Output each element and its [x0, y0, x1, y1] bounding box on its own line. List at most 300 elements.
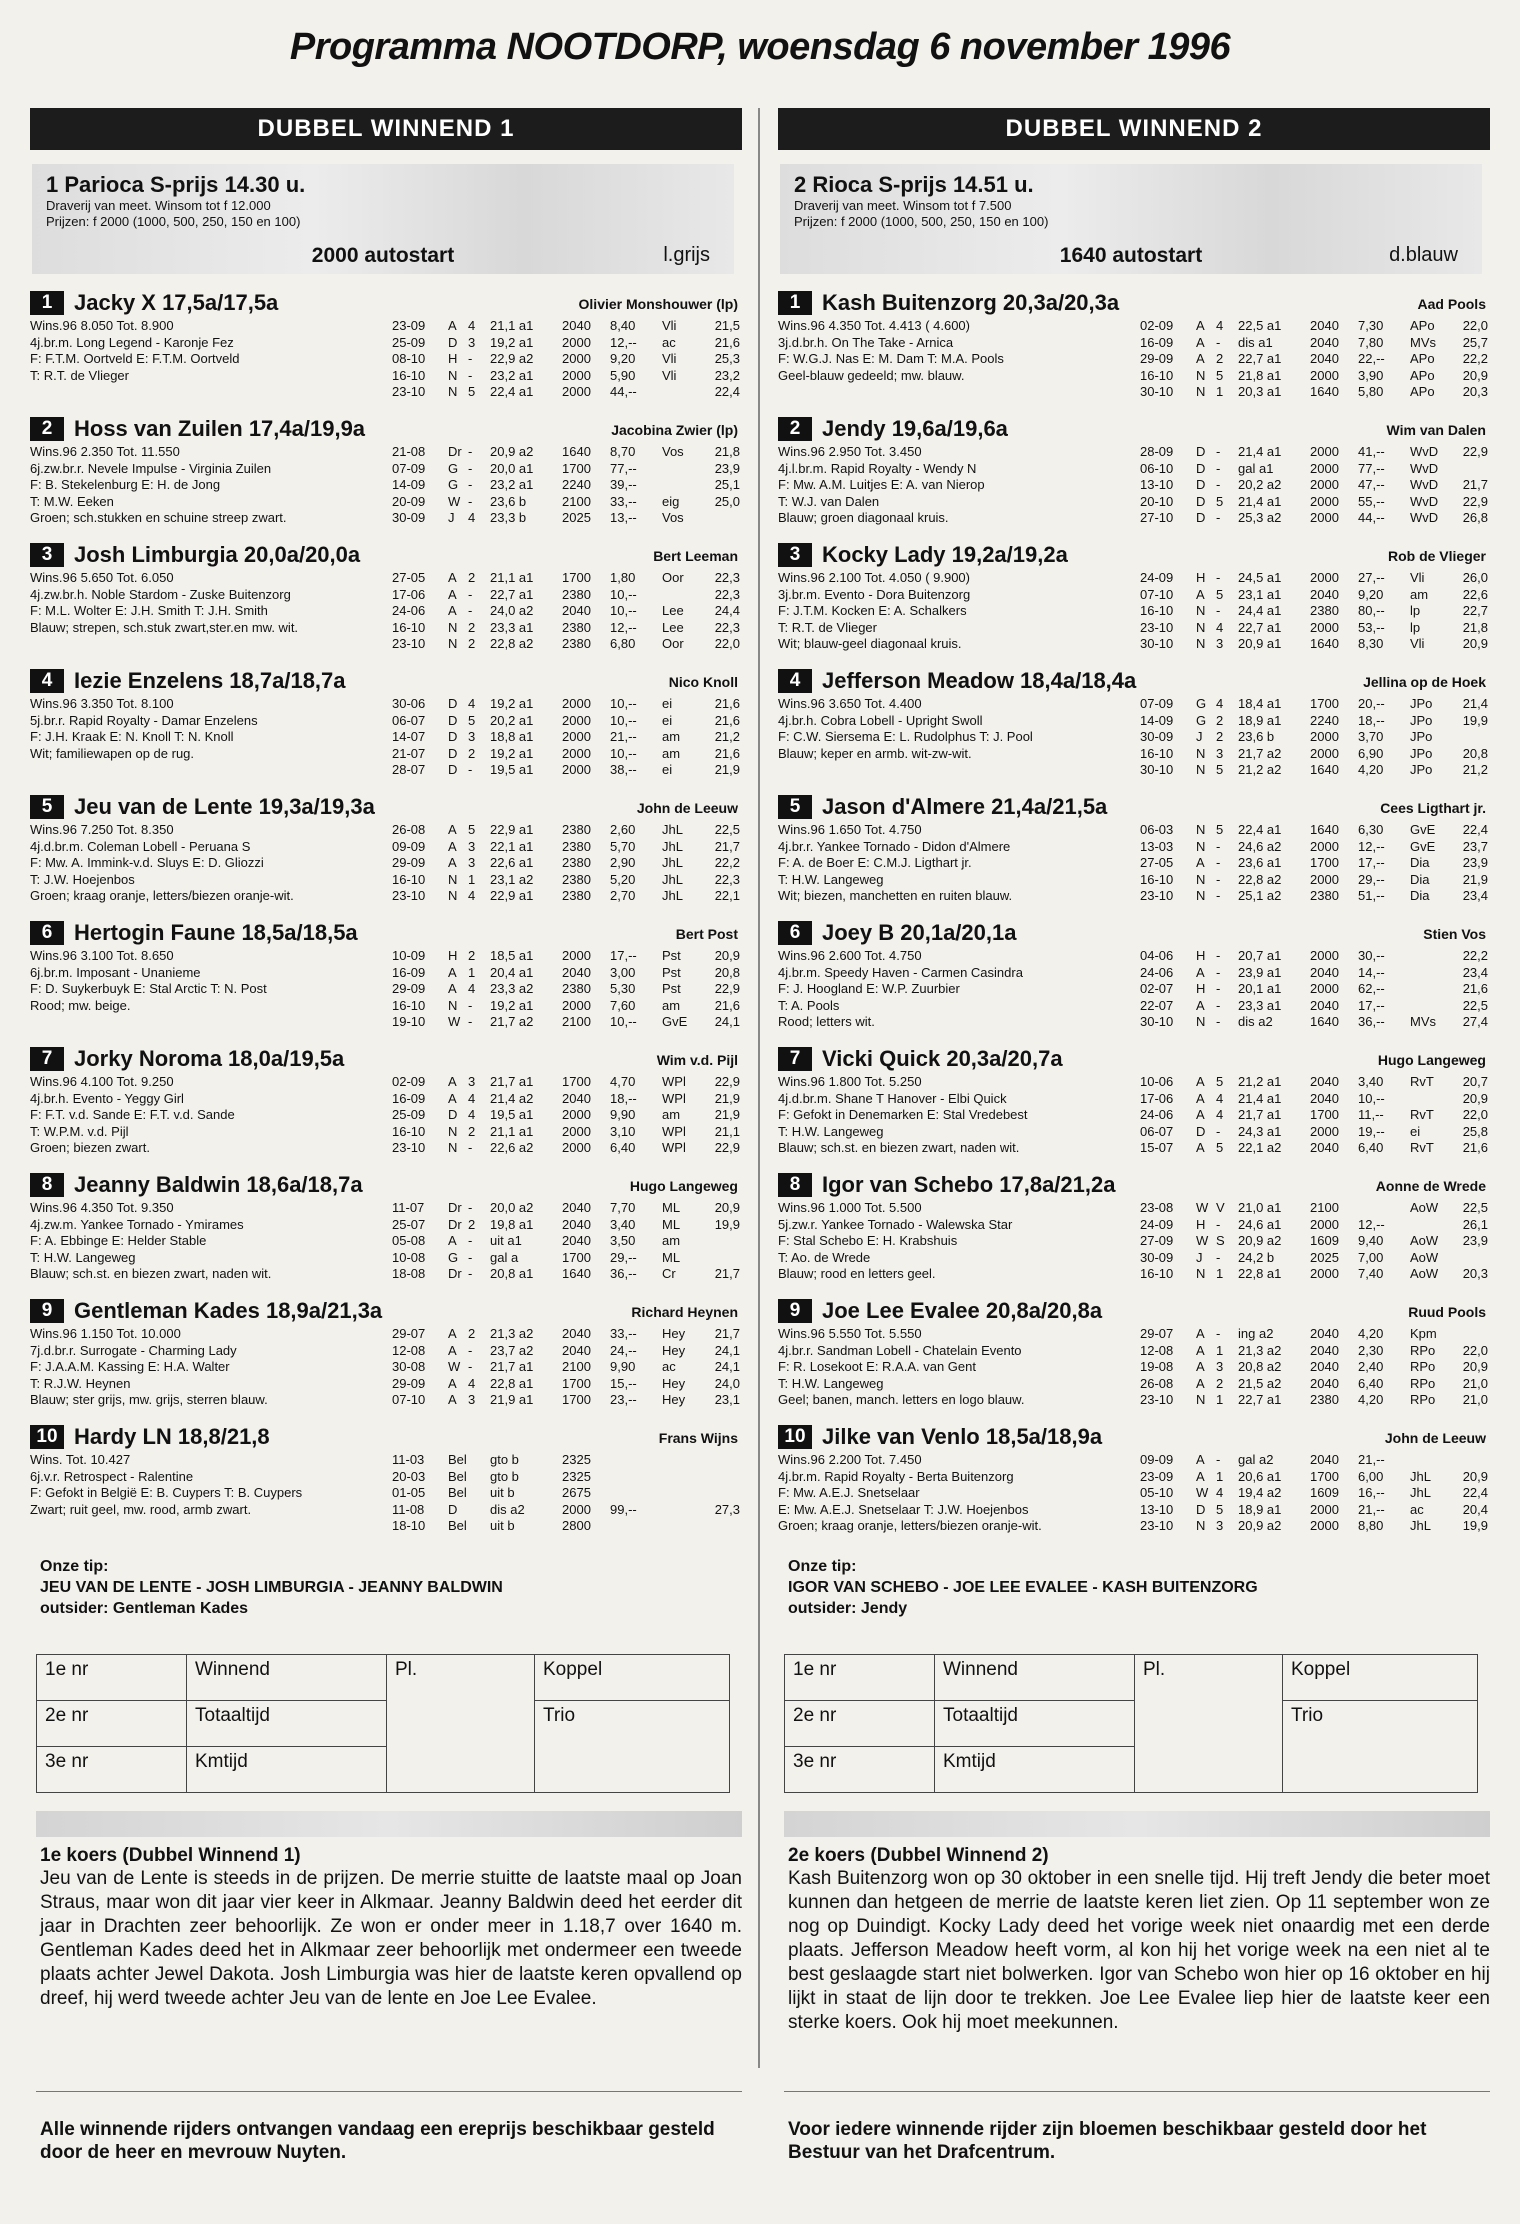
horse-info	[778, 318, 1138, 401]
perf-odds	[610, 1518, 662, 1535]
perf-place: -	[468, 1249, 473, 1265]
perf-distance: 1640	[1310, 822, 1339, 837]
perf-odds: 3,40	[1358, 1074, 1384, 1089]
perf-km: 22,5	[714, 822, 740, 837]
perf-time: 22,1 a1	[490, 838, 534, 854]
perf-km: 21,8	[714, 444, 740, 459]
perf-driver: Dia	[1410, 888, 1430, 904]
perf-driver: Pst	[662, 948, 681, 963]
perf-track: A	[1196, 855, 1205, 871]
perf-place: -	[468, 477, 473, 493]
horse-name: Gentleman Kades 18,9a/21,3a	[74, 1298, 383, 1323]
performance-row	[1140, 384, 1490, 401]
perf-track: D	[1196, 444, 1206, 459]
perf-track: A	[1196, 586, 1205, 602]
horse-name: Jeu van de Lente 19,3a/19,3a	[74, 794, 375, 819]
perf-time: dis a2	[1238, 1014, 1273, 1030]
perf-time: 21,1 a1	[490, 1123, 534, 1139]
perf-track: A	[448, 838, 457, 854]
info-line: 4j.br.r. Yankee Tornado - Didon d'Almere	[778, 838, 1011, 854]
performance-row	[392, 1502, 742, 1519]
horse-info	[30, 1326, 390, 1409]
info-line: Groen; biezen zwart.	[30, 1140, 150, 1156]
perf-time: ing a2	[1238, 1326, 1274, 1341]
perf-driver	[1410, 948, 1450, 965]
perf-time: 18,8 a1	[490, 729, 534, 745]
perf-track: Bel	[448, 1452, 467, 1467]
perf-track: D	[1196, 460, 1206, 476]
perf-odds: 36,--	[610, 1266, 637, 1282]
performance-row	[392, 1091, 742, 1108]
perf-km: 21,7	[714, 1326, 740, 1341]
perf-date: 07-09	[392, 460, 426, 476]
perf-distance: 2240	[1310, 712, 1339, 728]
info-line	[30, 1518, 390, 1535]
column-divider	[758, 108, 760, 2068]
perf-date: 13-03	[1140, 838, 1174, 854]
perf-time: 20,9 a2	[1238, 1518, 1282, 1534]
horse-info	[778, 948, 1138, 1031]
info-line: 4j.br.m. Long Legend - Karonje Fez	[30, 334, 234, 350]
perf-date: 25-07	[392, 1216, 426, 1232]
performance-row	[392, 1217, 742, 1234]
horse-entry	[30, 1172, 742, 1298]
perf-date: 23-10	[392, 888, 426, 904]
perf-track: N	[1196, 619, 1206, 635]
info-line: 4j.br.h. Cobra Lobell - Upright Swoll	[778, 712, 983, 728]
comment-title: 2e koers (Dubbel Winnend 2)	[788, 1845, 1049, 1866]
perf-date: 09-09	[1140, 1452, 1174, 1467]
perf-track: N	[1196, 384, 1206, 400]
driver-name: Wim v.d. Pijl	[656, 1052, 738, 1068]
perf-date: 30-09	[1140, 1249, 1174, 1265]
horse-name: Jason d'Almere 21,4a/21,5a	[822, 794, 1108, 819]
perf-driver: Lee	[662, 603, 684, 619]
perf-date: 30-10	[1140, 1014, 1174, 1030]
perf-distance: 2040	[1310, 1452, 1339, 1467]
info-line: Rood; mw. beige.	[30, 997, 131, 1013]
perf-driver	[662, 1518, 702, 1535]
perf-track: J	[1196, 729, 1203, 745]
performance-table	[392, 1452, 742, 1535]
perf-odds: 6,40	[1358, 1375, 1384, 1391]
perf-odds: 99,--	[610, 1501, 637, 1517]
info-line: 6j.br.m. Imposant - Unanieme	[30, 964, 201, 980]
performance-row	[1140, 1250, 1490, 1267]
perf-time: 24,0 a2	[490, 603, 534, 619]
perf-driver: RPo	[1410, 1342, 1436, 1358]
performance-row	[392, 570, 742, 587]
perf-distance: 2000	[1310, 1501, 1339, 1517]
perf-place: 4	[468, 888, 476, 904]
perf-km: 25,7	[1462, 334, 1488, 350]
entry-number: 3	[30, 543, 64, 567]
performance-table	[392, 822, 742, 905]
perf-odds	[610, 1452, 662, 1469]
perf-date: 30-09	[392, 510, 426, 526]
info-line: F: Gefokt in Denemarken E: Stal Vredebest	[778, 1107, 1028, 1123]
perf-track: A	[1196, 997, 1205, 1013]
perf-driver: Vli	[1410, 570, 1425, 585]
perf-driver: Lee	[662, 619, 684, 635]
perf-driver: AoW	[1410, 1266, 1439, 1282]
perf-odds: 7,70	[610, 1200, 636, 1215]
perf-km: 21,6	[714, 334, 740, 350]
perf-track: A	[1196, 1107, 1205, 1123]
perf-place: 3	[468, 855, 476, 871]
performance-row	[1140, 1376, 1490, 1393]
perf-driver: RPo	[1410, 1392, 1436, 1408]
performance-table	[1140, 948, 1490, 1031]
tip-block	[778, 1556, 1490, 1648]
perf-odds: 10,--	[610, 712, 637, 728]
perf-odds: 22,--	[1358, 351, 1385, 367]
perf-time: gto b	[490, 1468, 519, 1484]
performance-table	[1140, 318, 1490, 401]
perf-driver: am	[662, 997, 681, 1013]
perf-date: 23-09	[1140, 1468, 1174, 1484]
perf-track: W	[448, 493, 461, 509]
perf-date: 23-10	[392, 636, 426, 652]
perf-driver: RPo	[1410, 1375, 1436, 1391]
perf-distance: 2380	[1310, 1392, 1339, 1408]
horse-name: Jendy 19,6a/19,6a	[822, 416, 1008, 441]
driver-name: Aonne de Wrede	[1375, 1178, 1486, 1194]
perf-odds: 7,40	[1358, 1266, 1384, 1282]
perf-distance: 1700	[1310, 855, 1339, 871]
performance-row	[392, 729, 742, 746]
performance-row	[392, 477, 742, 494]
perf-place: 4	[1216, 1090, 1224, 1106]
perf-distance: 2040	[1310, 1140, 1339, 1156]
perf-odds: 41,--	[1358, 444, 1385, 459]
perf-driver	[1410, 1091, 1450, 1108]
perf-driver	[662, 477, 702, 494]
horse-entry	[778, 794, 1490, 920]
perf-km: 25,8	[1462, 1123, 1488, 1139]
result-label-1: 1e nr	[785, 1655, 935, 1701]
perf-distance: 2380	[562, 981, 591, 997]
info-line: F: C.W. Siersema E: L. Rudolphus T: J. Pool	[778, 729, 1033, 745]
perf-track: H	[1196, 570, 1206, 585]
info-line: F: Gefokt in België E: B. Cuypers T: B. Cuypers	[30, 1485, 303, 1501]
perf-distance: 2380	[562, 838, 591, 854]
perf-date: 16-10	[392, 871, 426, 887]
performance-row	[1140, 998, 1490, 1015]
driver-name: Bert Post	[675, 926, 738, 942]
perf-odds: 7,60	[610, 997, 636, 1013]
perf-driver: WvD	[1410, 444, 1439, 459]
info-line: F: F.T. v.d. Sande E: F.T. v.d. Sande	[30, 1107, 235, 1123]
perf-driver: Hey	[662, 1392, 686, 1408]
perf-distance: 1640	[1310, 384, 1339, 400]
performance-row	[1140, 888, 1490, 905]
perf-odds: 17,--	[1358, 855, 1385, 871]
horse-entry	[778, 290, 1490, 416]
info-line: F: J.H. Kraak E: N. Knoll T: N. Knoll	[30, 729, 234, 745]
horse-name: Jefferson Meadow 18,4a/18,4a	[822, 668, 1137, 693]
perf-odds: 24,--	[610, 1342, 637, 1358]
perf-place: 3	[468, 334, 476, 350]
perf-km: 21,1	[714, 1123, 740, 1139]
perf-date: 12-08	[392, 1342, 426, 1358]
perf-driver: JhL	[1410, 1468, 1431, 1484]
perf-odds: 21,--	[1358, 1452, 1385, 1467]
perf-date: 20-09	[392, 493, 426, 509]
driver-name: Rob de Vlieger	[1387, 548, 1486, 564]
entry-number: 10	[778, 1425, 812, 1449]
perf-place: -	[468, 1200, 473, 1215]
perf-date: 10-08	[392, 1249, 426, 1265]
performance-row	[392, 461, 742, 478]
perf-odds	[610, 1469, 662, 1486]
perf-driver: APo	[1410, 384, 1435, 400]
tip-label: Onze tip:	[40, 1558, 109, 1575]
perf-driver: am	[662, 729, 681, 745]
info-line: T: R.J.W. Heynen	[30, 1375, 131, 1391]
perf-date: 16-09	[392, 1090, 426, 1106]
perf-driver: JhL	[1410, 1518, 1431, 1534]
perf-place: -	[468, 762, 473, 778]
perf-distance: 2040	[562, 964, 591, 980]
info-line: Wit; blauw-geel diagonaal kruis.	[778, 636, 962, 652]
perf-time: 20,8 a1	[490, 1266, 534, 1282]
perf-km: 20,9	[1462, 1359, 1488, 1375]
perf-track: W	[1196, 1233, 1209, 1249]
perf-distance: 2025	[562, 510, 591, 526]
perf-driver: ei	[1410, 1123, 1421, 1139]
horse-entry	[30, 542, 742, 668]
info-line: F: A. Ebbinge E: Helder Stable	[30, 1233, 207, 1249]
perf-track: D	[1196, 1501, 1206, 1517]
perf-time: 22,7 a1	[1238, 351, 1282, 367]
perf-km: 22,9	[714, 1140, 740, 1156]
horse-entry	[778, 542, 1490, 668]
horse-info	[778, 696, 1138, 779]
info-line: Blauw; sch.st. en biezen zwart, naden wit.	[30, 1266, 272, 1282]
info-line: Zwart; ruit geel, mw. rood, armb zwart.	[30, 1501, 252, 1517]
tip-picks: JEU VAN DE LENTE - JOSH LIMBURGIA - JEANNY BALDWIN	[40, 1579, 503, 1596]
result-label-winnend: Winnend	[187, 1655, 387, 1701]
perf-track: D	[448, 1501, 458, 1517]
perf-time: 20,2 a2	[1238, 477, 1282, 493]
performance-row	[392, 620, 742, 637]
perf-distance: 2100	[562, 1359, 591, 1375]
driver-name: Olivier Monshouwer (lp)	[578, 296, 738, 312]
perf-date: 27-10	[1140, 510, 1174, 526]
perf-time: 22,4 a1	[490, 384, 534, 400]
perf-track: A	[448, 603, 457, 619]
grey-band	[36, 1811, 742, 1837]
perf-km: 20,9	[1462, 1468, 1488, 1484]
driver-name: Wim van Dalen	[1386, 422, 1486, 438]
performance-row	[1140, 461, 1490, 478]
info-line: Blauw; keper en armb. wit-zw-wit.	[778, 745, 972, 761]
perf-driver: Vos	[662, 444, 684, 459]
perf-date: 27-05	[1140, 855, 1174, 871]
perf-date: 23-10	[392, 1140, 426, 1156]
perf-distance: 2040	[562, 318, 591, 333]
perf-date: 30-08	[392, 1359, 426, 1375]
horse-name: Joey B 20,1a/20,1a	[822, 920, 1017, 945]
perf-odds: 2,70	[610, 888, 636, 904]
perf-track: W	[448, 1359, 461, 1375]
performance-table	[1140, 1074, 1490, 1157]
perf-track: A	[448, 1342, 457, 1358]
perf-km	[702, 1233, 740, 1250]
perf-km: 21,7	[714, 838, 740, 854]
perf-time: 22,8 a1	[1238, 1266, 1282, 1282]
perf-km: 23,7	[1462, 838, 1488, 854]
perf-track: A	[1196, 318, 1205, 333]
info-line: T: H.W. Langeweg	[778, 871, 884, 887]
perf-odds: 29,--	[610, 1249, 637, 1265]
performance-row	[392, 318, 742, 335]
perf-km: 21,7	[1462, 477, 1488, 493]
perf-km: 21,4	[1462, 696, 1488, 711]
perf-time: 21,4 a2	[490, 1090, 534, 1106]
perf-place: -	[1216, 460, 1221, 476]
info-line: Groen; sch.stukken en schuine streep zwart.	[30, 510, 287, 526]
perf-driver	[1410, 1452, 1450, 1469]
entry-list	[778, 290, 1490, 1550]
perf-odds: 21,--	[1358, 1501, 1385, 1517]
result-label-kmtijd: Kmtijd	[935, 1747, 1135, 1793]
perf-time: 25,1 a2	[1238, 888, 1282, 904]
perf-time: 21,2 a1	[1238, 1074, 1282, 1089]
perf-odds: 10,--	[610, 603, 637, 619]
performance-row	[392, 368, 742, 385]
perf-odds: 38,--	[610, 762, 637, 778]
perf-place: 2	[468, 745, 476, 761]
performance-row	[1140, 1266, 1490, 1283]
perf-track: G	[1196, 696, 1207, 711]
perf-track: J	[448, 510, 455, 526]
perf-driver: JhL	[662, 822, 683, 837]
perf-date: 02-09	[1140, 318, 1174, 333]
perf-km: 22,4	[1462, 822, 1488, 837]
perf-distance: 2040	[1310, 1359, 1339, 1375]
perf-odds: 3,50	[610, 1233, 636, 1249]
perf-driver: ML	[662, 1200, 681, 1215]
driver-name: Nico Knoll	[668, 674, 738, 690]
performance-row	[392, 335, 742, 352]
perf-date: 16-10	[392, 619, 426, 635]
result-label-koppel: Koppel	[535, 1655, 730, 1701]
perf-distance: 2000	[562, 1123, 591, 1139]
perf-driver: ei	[662, 712, 673, 728]
performance-row	[1140, 1200, 1490, 1217]
horse-entry	[778, 1172, 1490, 1298]
driver-name: John de Leeuw	[1384, 1430, 1486, 1446]
perf-km: 21,6	[714, 745, 740, 761]
perf-date: 14-09	[392, 477, 426, 493]
perf-date: 23-10	[1140, 888, 1174, 904]
performance-table	[392, 444, 742, 527]
performance-row	[392, 981, 742, 998]
perf-km: 20,9	[714, 1200, 740, 1215]
perf-odds: 8,40	[610, 318, 636, 333]
perf-odds: 36,--	[1358, 1014, 1385, 1030]
perf-place: -	[468, 1014, 473, 1030]
info-line: T: R.T. de Vlieger	[778, 619, 877, 635]
perf-distance: 2040	[1310, 318, 1339, 333]
perf-odds: 27,--	[1358, 570, 1385, 585]
info-line: 6j.zw.br.r. Nevele Impulse - Virginia Zuilen	[30, 460, 272, 476]
perf-track: D	[448, 1107, 458, 1123]
perf-place: 2	[468, 1326, 476, 1341]
perf-distance: 2380	[1310, 888, 1339, 904]
perf-distance: 1700	[1310, 1468, 1339, 1484]
perf-odds: 1,80	[610, 570, 636, 585]
perf-place: -	[1216, 1326, 1221, 1341]
perf-date: 30-06	[392, 696, 426, 711]
perf-odds: 9,20	[1358, 586, 1384, 602]
perf-km: 21,9	[714, 762, 740, 778]
driver-name: Stien Vos	[1423, 926, 1486, 942]
perf-km: 22,4	[714, 384, 740, 400]
perf-driver: Hey	[662, 1375, 686, 1391]
perf-odds: 8,80	[1358, 1518, 1384, 1534]
perf-driver: ei	[662, 696, 673, 711]
perf-place: 5	[1216, 762, 1224, 778]
entry-number: 10	[30, 1425, 64, 1449]
performance-table	[392, 1074, 742, 1157]
perf-distance: 1640	[1310, 762, 1339, 778]
info-line: 4j.br.h. Evento - Yeggy Girl	[30, 1090, 184, 1106]
perf-km: 22,0	[1462, 1107, 1488, 1123]
perf-time: 21,0 a1	[1238, 1200, 1282, 1215]
performance-row	[392, 384, 742, 401]
perf-track: D	[1196, 510, 1206, 526]
perf-km: 22,2	[714, 855, 740, 871]
comment-title: 1e koers (Dubbel Winnend 1)	[40, 1845, 301, 1866]
perf-distance: 2000	[562, 762, 591, 778]
perf-track: N	[1196, 888, 1206, 904]
perf-distance: 2040	[1310, 334, 1339, 350]
perf-time: 22,8 a1	[490, 1375, 534, 1391]
perf-place: 1	[468, 871, 476, 887]
perf-place: -	[1216, 981, 1221, 997]
performance-row	[392, 713, 742, 730]
performance-row	[392, 636, 742, 653]
perf-distance: 2000	[1310, 619, 1339, 635]
info-line: 4j.d.br.m. Coleman Lobell - Peruana S	[30, 838, 251, 854]
perf-time: 23,3 a1	[490, 619, 534, 635]
performance-row	[392, 1485, 742, 1502]
perf-place: 4	[1216, 1107, 1224, 1123]
perf-place: 2	[468, 1123, 476, 1139]
perf-time: 19,2 a1	[490, 696, 534, 711]
perf-odds: 9,40	[1358, 1233, 1384, 1249]
horse-name: Hardy LN 18,8/21,8	[74, 1424, 270, 1449]
comment-text: Jeu van de Lente is steeds in de prijzen. De merrie stuitte de laatste maal op Joan Straus, maar won dit jaar vier keer in Alkmaar. Jeanny Baldwin deed het eerder dit jaar in Drachten zeer behoorlijk. Ze won er onder meer in 1.18,7 over 1640 m. Gentleman Kades deed het in Alkmaar zeer behoorlijk met ondermeer een tweede plaats achter Jewel Dakota. Josh Limburgia was hier de laatste keren opvallend op dreef, hij werd tweede achter Jeu van de lente en Joe Lee Evalee.	[40, 1868, 742, 2009]
perf-distance: 2040	[1310, 997, 1339, 1013]
perf-date: 23-10	[1140, 1518, 1174, 1534]
perf-driver: Hey	[662, 1342, 686, 1358]
perf-place: S	[1216, 1233, 1225, 1249]
result-label-totaaltijd: Totaaltijd	[935, 1701, 1135, 1747]
perf-track: Bel	[448, 1518, 467, 1534]
perf-km: 26,0	[1462, 570, 1488, 585]
perf-driver: Cr	[662, 1266, 676, 1282]
performance-row	[392, 510, 742, 527]
horse-info	[30, 570, 390, 653]
perf-time: 23,2 a1	[490, 477, 534, 493]
perf-km: 21,9	[714, 1090, 740, 1106]
perf-odds: 53,--	[1358, 619, 1385, 635]
perf-track: N	[1196, 871, 1206, 887]
